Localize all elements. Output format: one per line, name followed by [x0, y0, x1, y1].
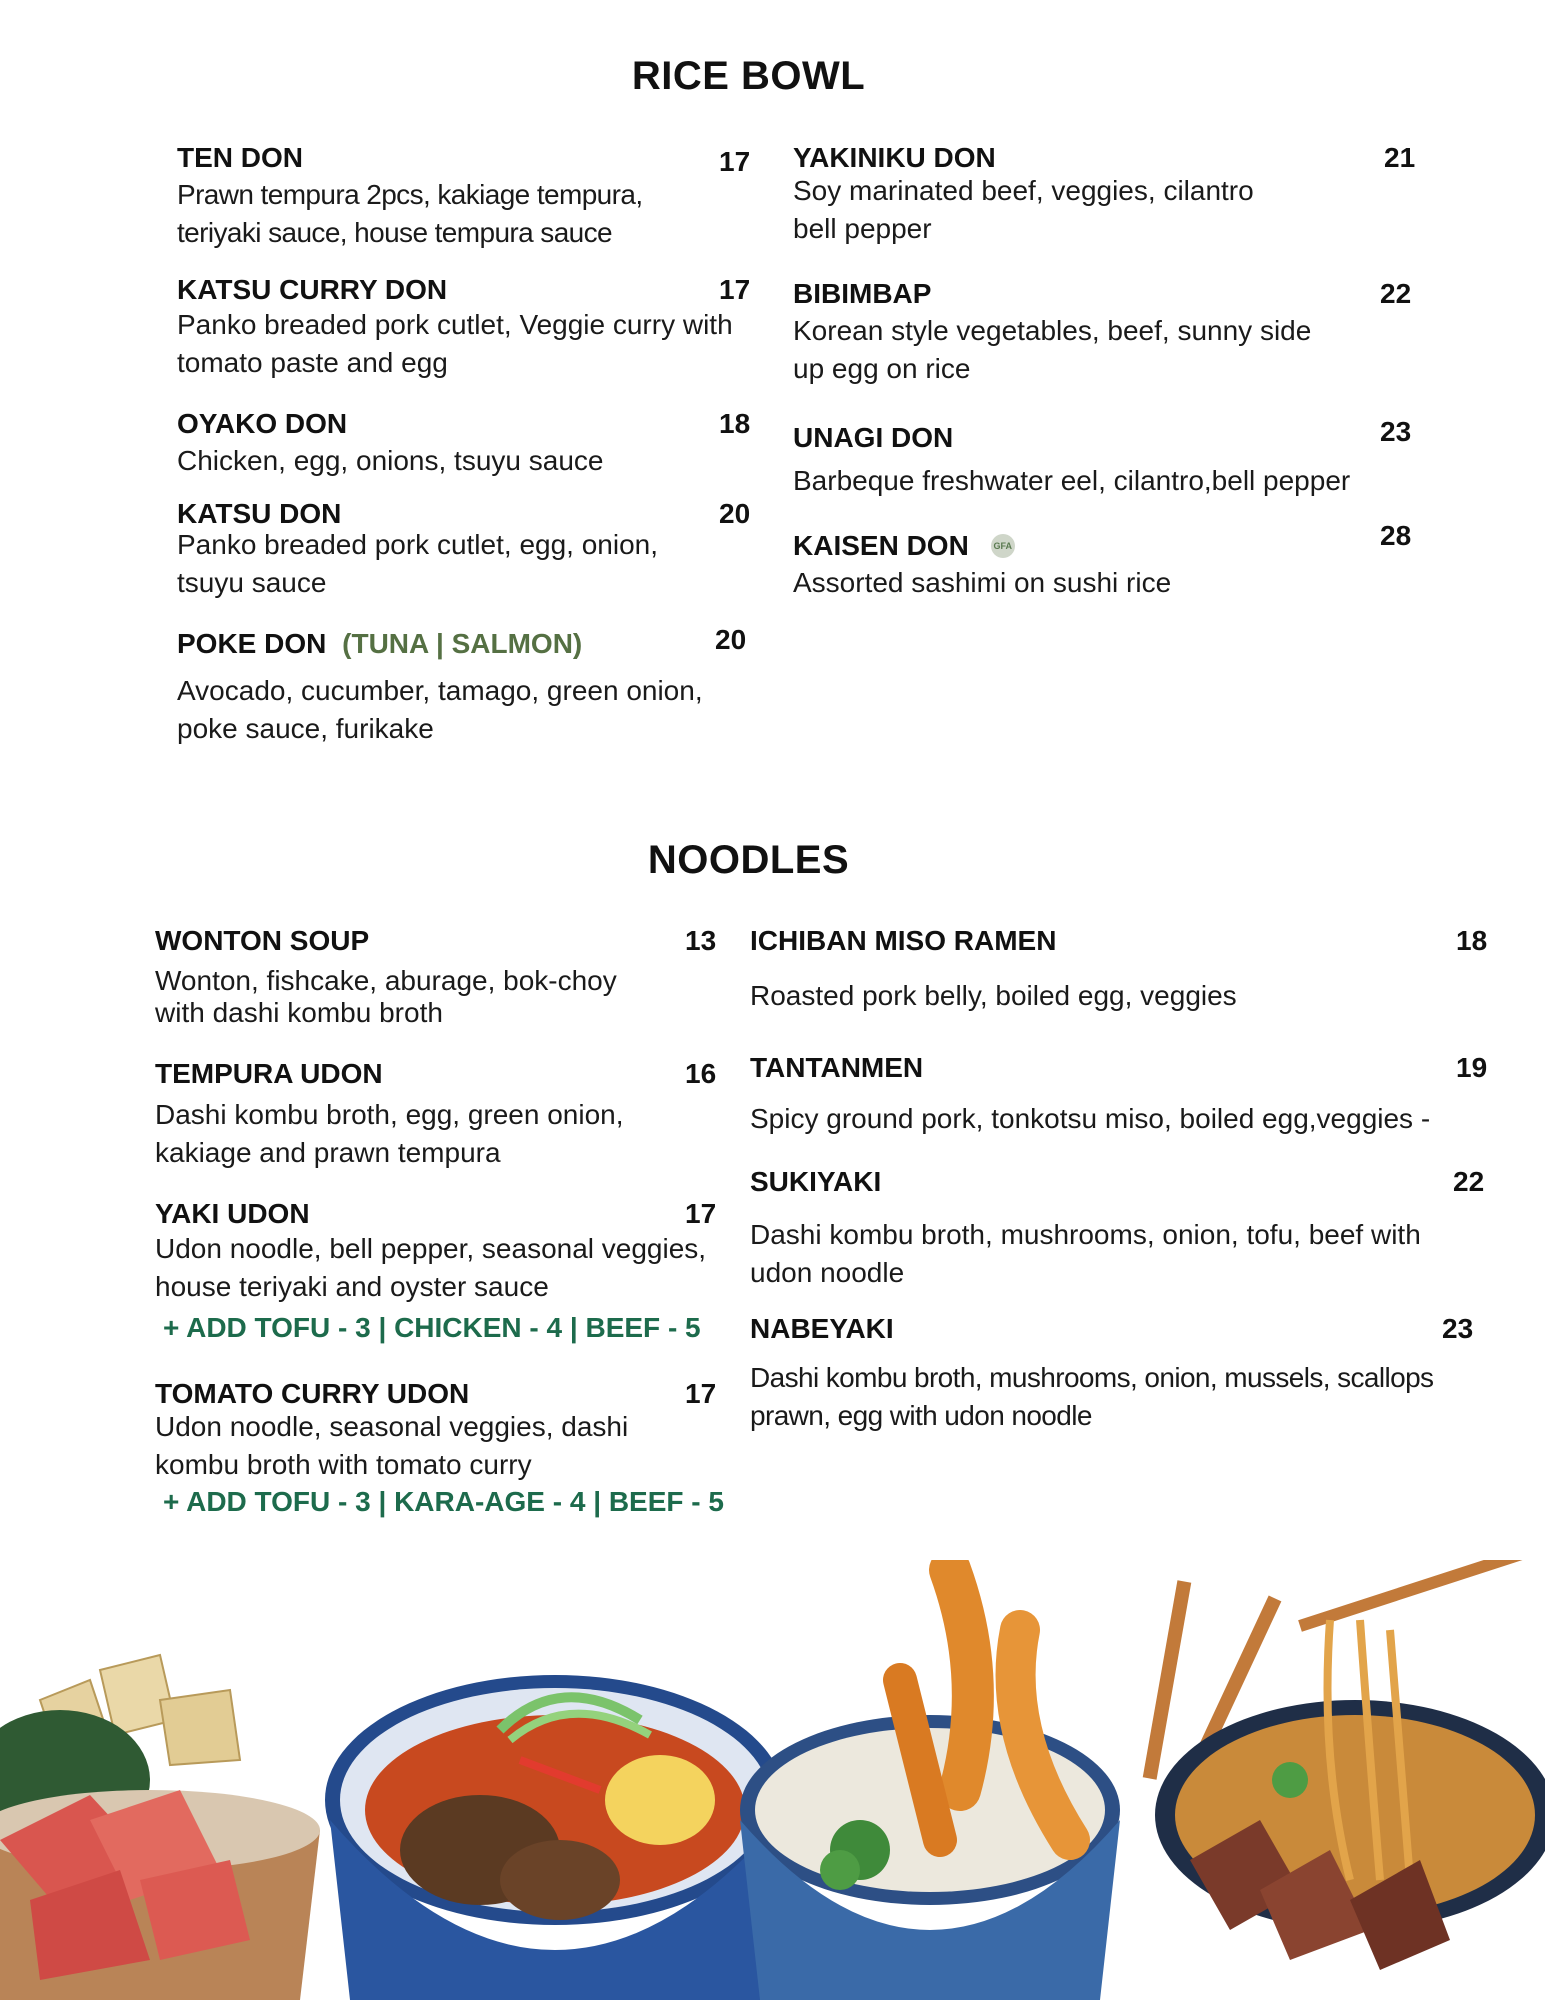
item-description: Wonton, fishcake, aburage, bok-choy with dashi kombu broth	[155, 965, 617, 1028]
item-description: Panko breaded pork cutlet, egg, onion, tsuyu sauce	[177, 529, 659, 598]
item-name: YAKI UDON	[155, 1198, 310, 1229]
menu-item-poke-don	[177, 624, 752, 748]
item-name: SUKIYAKI	[750, 1166, 882, 1197]
add-on-options: + ADD TOFU - 3 | CHICKEN - 4 | BEEF - 5	[163, 1312, 701, 1343]
item-price: 17	[685, 1378, 717, 1409]
menu-item-oyako-don	[177, 408, 752, 478]
tuna-sashimi-bowl-illustration	[0, 1655, 320, 2000]
item-name: TANTANMEN	[750, 1052, 924, 1083]
item-price: 17	[685, 1198, 717, 1229]
gfa-badge: GFA	[991, 534, 1015, 558]
item-name: YAKINIKU DON	[793, 142, 996, 173]
item-description: Assorted sashimi on sushi rice	[793, 567, 1172, 598]
item-name: TEMPURA UDON	[155, 1058, 383, 1089]
item-price: 23	[1442, 1313, 1474, 1344]
noodles-heading: NOODLES	[647, 838, 850, 882]
item-price: 13	[685, 925, 717, 956]
item-name: POKE DON (TUNA | SALMON)	[177, 628, 583, 659]
item-description: Spicy ground pork, tonkotsu miso, boiled egg,veggies -	[750, 1103, 1431, 1134]
item-name: UNAGI DON	[793, 422, 954, 453]
item-price: 16	[685, 1058, 717, 1089]
menu-item-sukiyaki	[750, 1166, 1490, 1296]
menu-item-unagi-don	[793, 418, 1418, 498]
menu-item-tempura-udon	[155, 1058, 730, 1178]
item-price: 17	[719, 146, 751, 177]
item-description: Dashi kombu broth, mushrooms, onion, tofu, beef with udon noodle	[750, 1219, 1421, 1288]
menu-item-ichiban-miso-ramen	[750, 925, 1490, 1015]
item-price: 28	[1380, 520, 1412, 551]
add-on-options: + ADD TOFU - 3 | KARA-AGE - 4 | BEEF - 5	[163, 1486, 724, 1517]
menu-item-katsu-curry-don	[177, 274, 752, 384]
menu-item-wonton-soup	[155, 925, 730, 1035]
item-price: 23	[1380, 416, 1412, 447]
item-name: WONTON SOUP	[155, 925, 370, 956]
menu-item-bibimbap	[793, 278, 1418, 388]
item-name: KATSU CURRY DON	[177, 274, 448, 305]
item-price: 21	[1384, 142, 1416, 173]
item-description: Avocado, cucumber, tamago, green onion, poke sauce, furikake	[177, 675, 703, 744]
item-description: Prawn tempura 2pcs, kakiage tempura, teriyaki sauce, house tempura sauce	[177, 179, 643, 248]
item-description: Soy marinated beef, veggies, cilantro bell pepper	[793, 175, 1254, 244]
item-price: 20	[719, 498, 751, 529]
item-name: OYAKO DON	[177, 408, 348, 439]
menu-item-yaki-udon	[155, 1198, 730, 1348]
item-description: Panko breaded pork cutlet, Veggie curry with tomato paste and egg	[177, 309, 733, 378]
item-description: Udon noodle, seasonal veggies, dashi kombu broth with tomato curry	[155, 1411, 629, 1480]
menu-item-tomato-curry-udon	[155, 1378, 730, 1528]
item-price: 17	[719, 274, 751, 305]
menu-item-yakiniku-don	[793, 142, 1418, 252]
spicy-ramen-bowl-illustration	[325, 1675, 785, 2000]
item-description: Udon noodle, bell pepper, seasonal veggies, house teriyaki and oyster sauce	[155, 1233, 707, 1302]
item-price: 22	[1380, 278, 1412, 309]
item-description: Chicken, egg, onions, tsuyu sauce	[177, 445, 604, 476]
beef-noodle-bowl-illustration	[1143, 1560, 1545, 1970]
item-name: BIBIMBAP	[793, 278, 932, 309]
item-price: 22	[1453, 1166, 1485, 1197]
item-description: Roasted pork belly, boiled egg, veggies	[750, 980, 1237, 1011]
food-illustrations	[0, 1560, 1545, 2000]
item-name: KAISEN DON GFA	[793, 530, 1015, 562]
item-name: TOMATO CURRY UDON	[155, 1378, 470, 1409]
item-name: ICHIBAN MISO RAMEN	[750, 925, 1057, 956]
ebi-tempura-bowl-illustration	[740, 1570, 1120, 2000]
item-description: Korean style vegetables, beef, sunny side up egg on rice	[793, 315, 1312, 384]
item-price: 18	[719, 408, 751, 439]
item-description: Barbeque freshwater eel, cilantro,bell pepper	[793, 465, 1351, 496]
item-price: 19	[1456, 1052, 1488, 1083]
rice-bowl-heading: RICE BOWL	[631, 54, 866, 98]
item-price: 18	[1456, 925, 1488, 956]
menu-item-nabeyaki	[750, 1313, 1490, 1443]
item-name: NABEYAKI	[750, 1313, 894, 1344]
item-price: 20	[715, 624, 747, 655]
item-name: TEN DON	[177, 142, 303, 173]
menu-item-ten-don	[177, 142, 752, 252]
menu-item-kaisen-don	[793, 520, 1418, 600]
item-variant: (TUNA | SALMON)	[342, 628, 583, 659]
menu-item-tantanmen	[750, 1052, 1490, 1142]
item-description: Dashi kombu broth, mushrooms, onion, mussels, scallops prawn, egg with udon noodle	[750, 1362, 1434, 1431]
menu-item-katsu-don	[177, 498, 752, 608]
item-description: Dashi kombu broth, egg, green onion, kakiage and prawn tempura	[155, 1099, 624, 1168]
item-name: KATSU DON	[177, 498, 342, 529]
